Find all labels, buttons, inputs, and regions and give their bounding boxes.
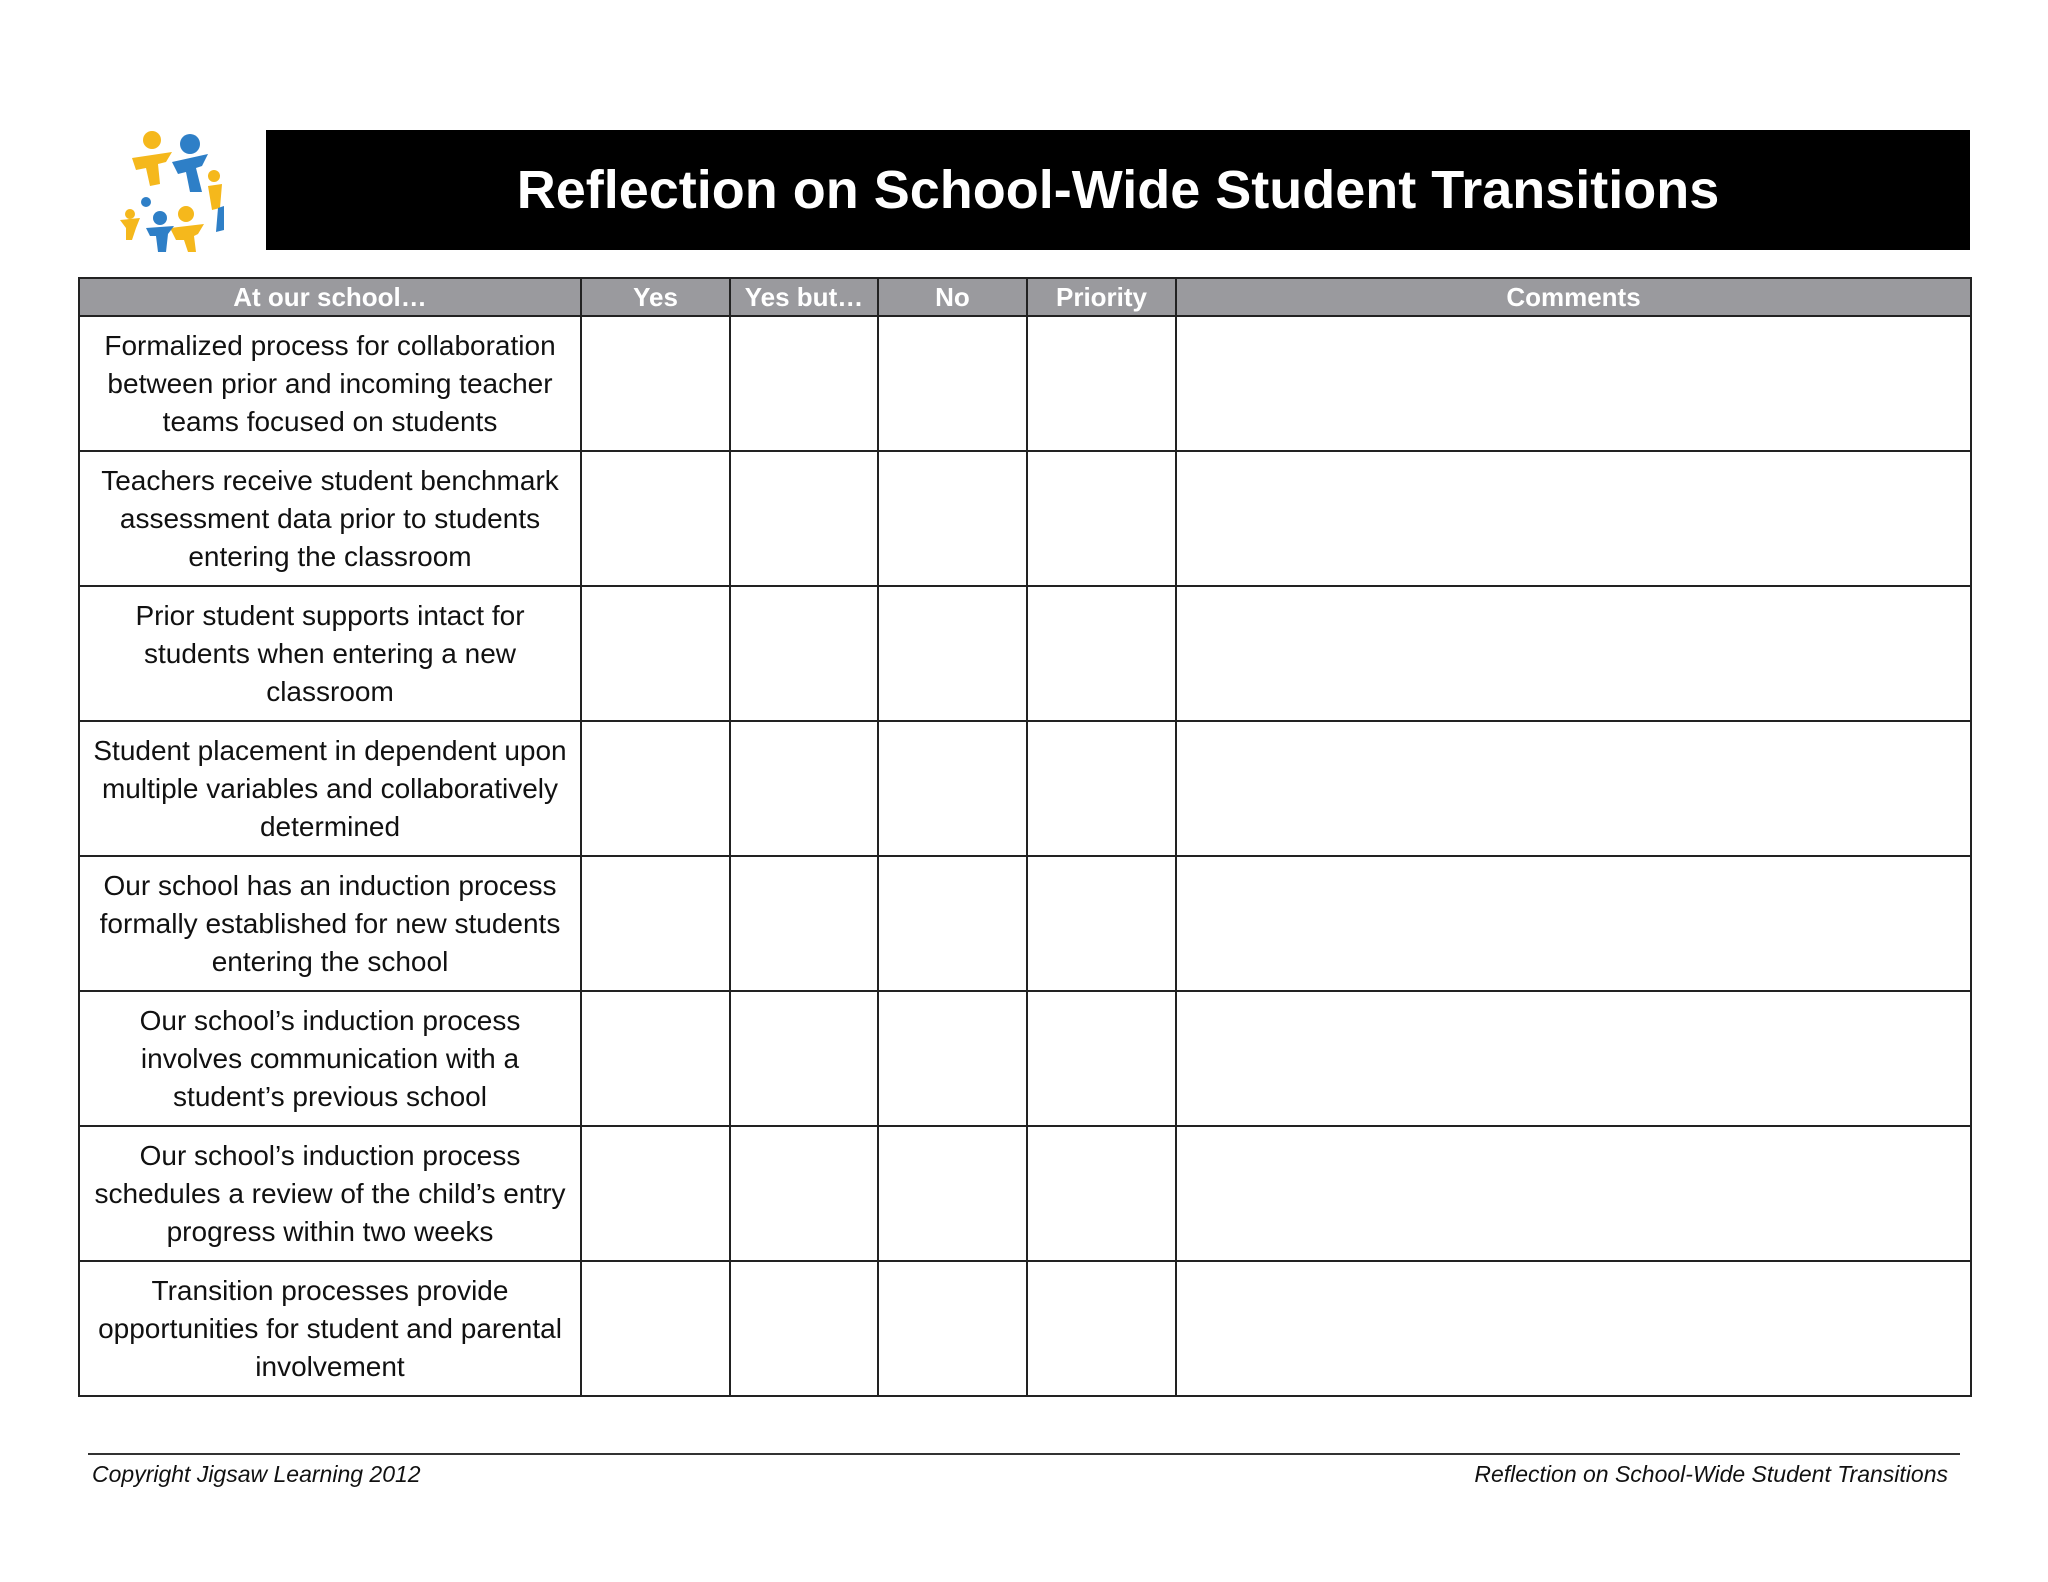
table-row xyxy=(79,316,1971,451)
table-row xyxy=(79,586,1971,721)
yes-cell[interactable] xyxy=(581,1126,730,1261)
statement-cell: Transition processes provide opportunities for student and parental involvement xyxy=(79,1261,581,1396)
comments-cell[interactable] xyxy=(1176,1261,1971,1396)
column-header-yes-but: Yes but… xyxy=(730,278,878,316)
yes-but-cell[interactable] xyxy=(730,451,878,586)
priority-cell[interactable] xyxy=(1027,721,1176,856)
footer-document-title: Reflection on School-Wide Student Transitions xyxy=(1474,1461,1948,1487)
statement-cell: Student placement in dependent upon multiple variables and collaboratively determined xyxy=(79,721,581,856)
no-cell[interactable] xyxy=(878,1261,1027,1396)
yes-but-cell[interactable] xyxy=(730,991,878,1126)
table-row xyxy=(79,991,1971,1126)
footer-divider xyxy=(88,1453,1960,1455)
statement-cell: Prior student supports intact for students when entering a new classroom xyxy=(79,586,581,721)
no-cell[interactable] xyxy=(878,856,1027,991)
table-row xyxy=(79,721,1971,856)
column-header-comments: Comments xyxy=(1176,278,1971,316)
column-header-no: No xyxy=(878,278,1027,316)
yes-but-cell[interactable] xyxy=(730,586,878,721)
no-cell[interactable] xyxy=(878,991,1027,1126)
yes-cell[interactable] xyxy=(581,856,730,991)
no-cell[interactable] xyxy=(878,721,1027,856)
yes-cell[interactable] xyxy=(581,1261,730,1396)
title-bar xyxy=(266,130,1970,250)
footer-copyright: Copyright Jigsaw Learning 2012 xyxy=(92,1461,421,1487)
statement-cell: Our school’s induction process involves communication with a student’s previous school xyxy=(79,991,581,1126)
column-header-priority: Priority xyxy=(1027,278,1176,316)
table-row xyxy=(79,1261,1971,1396)
yes-cell[interactable] xyxy=(581,586,730,721)
statement-cell: Formalized process for collaboration between prior and incoming teacher teams focused on students xyxy=(79,316,581,451)
priority-cell[interactable] xyxy=(1027,1261,1176,1396)
comments-cell[interactable] xyxy=(1176,856,1971,991)
yes-but-cell[interactable] xyxy=(730,721,878,856)
statement-cell: Our school has an induction process formally established for new students entering the school xyxy=(79,856,581,991)
yes-but-cell[interactable] xyxy=(730,856,878,991)
yes-cell[interactable] xyxy=(581,451,730,586)
no-cell[interactable] xyxy=(878,586,1027,721)
table-row xyxy=(79,1126,1971,1261)
no-cell[interactable] xyxy=(878,451,1027,586)
people-circle-logo-icon xyxy=(110,128,240,258)
page-title: Reflection on School-Wide Student Transitions xyxy=(516,160,1720,220)
priority-cell[interactable] xyxy=(1027,1126,1176,1261)
priority-cell[interactable] xyxy=(1027,316,1176,451)
statement-cell: Our school’s induction process schedules a review of the child’s entry progress within two weeks xyxy=(79,1126,581,1261)
yes-but-cell[interactable] xyxy=(730,316,878,451)
no-cell[interactable] xyxy=(878,316,1027,451)
comments-cell[interactable] xyxy=(1176,1126,1971,1261)
column-header-yes: Yes xyxy=(581,278,730,316)
column-header-at-our-school: At our school… xyxy=(79,278,581,316)
priority-cell[interactable] xyxy=(1027,856,1176,991)
comments-cell[interactable] xyxy=(1176,991,1971,1126)
comments-cell[interactable] xyxy=(1176,316,1971,451)
priority-cell[interactable] xyxy=(1027,451,1176,586)
table-row xyxy=(79,451,1971,586)
yes-but-cell[interactable] xyxy=(730,1261,878,1396)
header-row xyxy=(79,278,1971,316)
statement-cell: Teachers receive student benchmark assessment data prior to students entering the classroom xyxy=(79,451,581,586)
comments-cell[interactable] xyxy=(1176,721,1971,856)
no-cell[interactable] xyxy=(878,1126,1027,1261)
reflection-table xyxy=(78,277,1972,1397)
priority-cell[interactable] xyxy=(1027,991,1176,1126)
table-row xyxy=(79,856,1971,991)
yes-cell[interactable] xyxy=(581,721,730,856)
comments-cell[interactable] xyxy=(1176,451,1971,586)
comments-cell[interactable] xyxy=(1176,586,1971,721)
yes-but-cell[interactable] xyxy=(730,1126,878,1261)
priority-cell[interactable] xyxy=(1027,586,1176,721)
yes-cell[interactable] xyxy=(581,991,730,1126)
yes-cell[interactable] xyxy=(581,316,730,451)
